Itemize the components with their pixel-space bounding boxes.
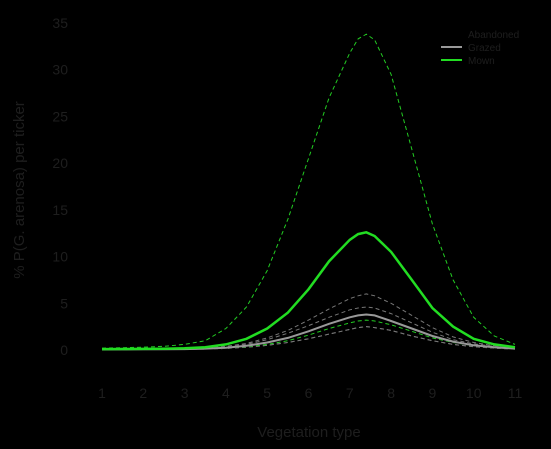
x-tick-label: 10	[465, 385, 482, 401]
x-tick-label: 7	[345, 385, 354, 401]
y-tick-label: 15	[52, 201, 68, 218]
x-tick-label: 8	[387, 385, 395, 401]
y-axis-label: % P(G. arenosa) per ticker	[11, 101, 28, 279]
mown-lower-bound	[102, 320, 515, 349]
x-tick-label: 5	[263, 385, 272, 401]
y-tick-label: 25	[52, 108, 68, 125]
x-tick-label: 2	[139, 385, 148, 401]
y-tick-label: 20	[52, 155, 68, 172]
y-tick-label: 30	[52, 61, 68, 78]
grazed-lower-bound	[102, 327, 515, 350]
x-tick-label: 9	[428, 385, 437, 401]
x-tick-label: 4	[222, 385, 230, 401]
y-tick-label: 0	[60, 342, 68, 358]
x-tick-label: 11	[507, 385, 523, 401]
legend-label: Grazed	[468, 43, 501, 54]
y-tick-label: 10	[52, 248, 68, 265]
x-tick-label: 3	[180, 385, 189, 401]
series-lines	[102, 232, 515, 349]
x-tick-label: 1	[98, 385, 106, 401]
abandoned-lower-bound	[102, 327, 515, 350]
legend	[441, 30, 519, 67]
y-tick-label: 5	[60, 295, 68, 312]
x-axis-label: Vegetation type	[257, 424, 361, 441]
y-axis-ticks	[52, 15, 68, 358]
y-tick-label: 35	[52, 15, 68, 31]
legend-label: Mown	[468, 56, 495, 67]
x-tick-label: 6	[304, 385, 313, 401]
legend-label: Abandoned	[468, 30, 520, 41]
mown-upper-bound	[102, 34, 515, 348]
confidence-bands	[102, 34, 515, 350]
x-axis-ticks	[98, 385, 522, 401]
